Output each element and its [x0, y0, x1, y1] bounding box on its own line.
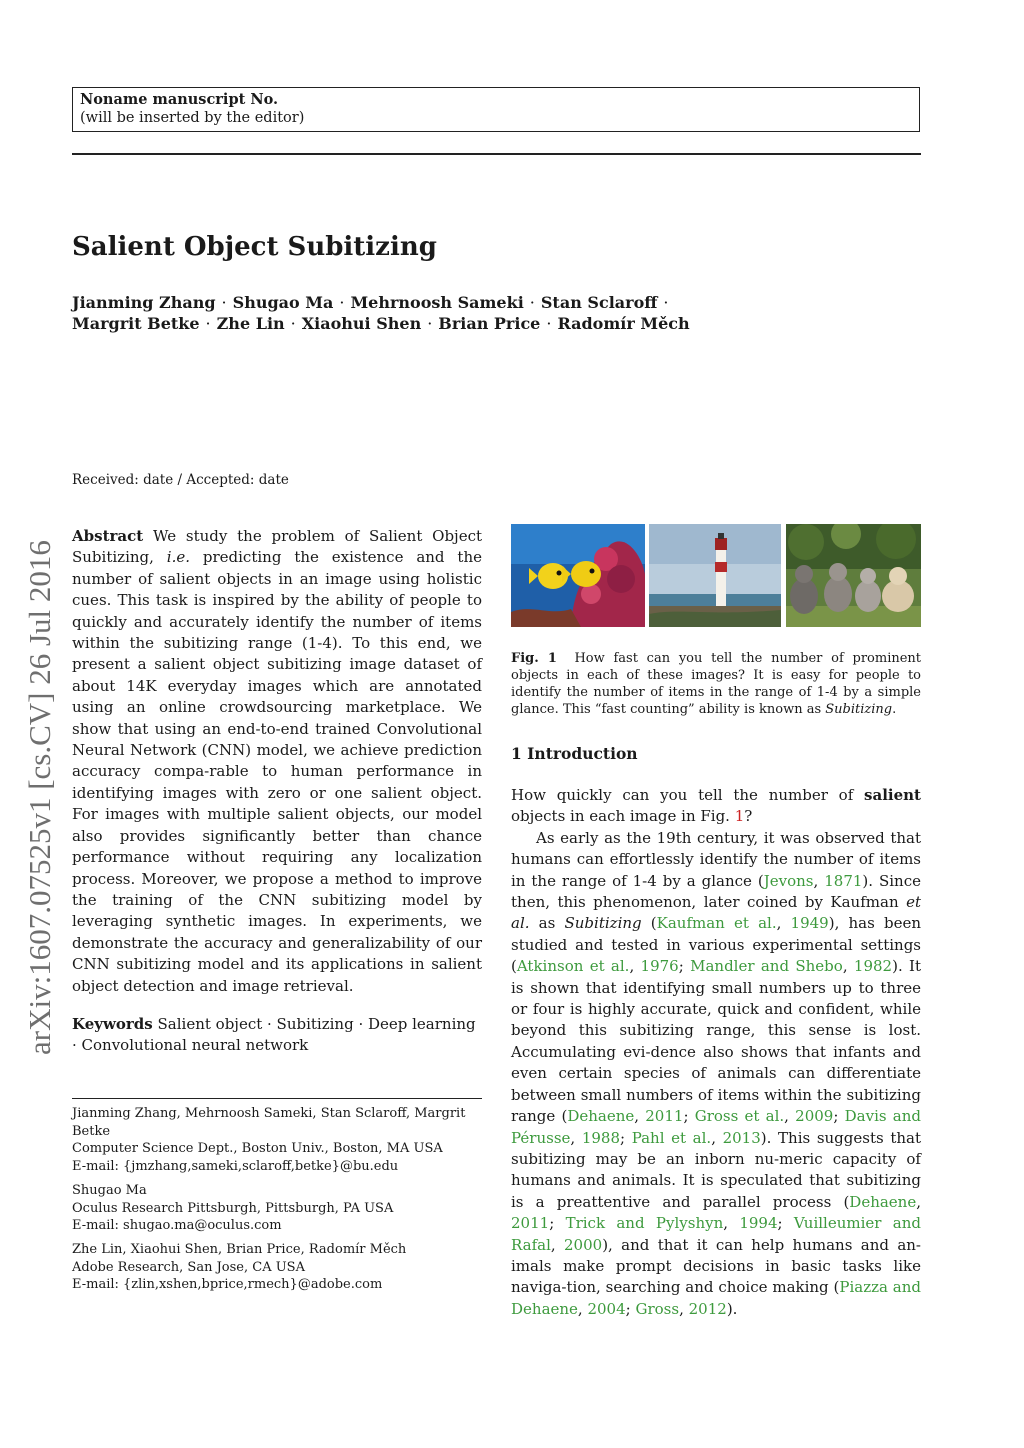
affiliation-email: E-mail: {jmzhang,sameki,sclaroff,betke}@bu.edu: [72, 1158, 399, 1174]
fish-photo: [511, 524, 645, 627]
citation-year-link[interactable]: 2004: [587, 1299, 626, 1318]
author-name: Margrit Betke: [72, 314, 200, 333]
author-name: Jianming Zhang: [72, 293, 216, 312]
keywords-label: Keywords: [72, 1015, 153, 1033]
keywords-text: Salient object · Subitizing · Deep learning · Convolutional neural network: [72, 1015, 476, 1055]
citation-link[interactable]: Piazza and Dehaene: [511, 1278, 921, 1318]
intro-text: as: [529, 914, 565, 933]
intro-text: ).: [726, 1299, 738, 1318]
affiliation-1: [72, 1105, 487, 1175]
header-rule: [72, 153, 921, 155]
intro-text: ). This suggests that subitizing may be an inborn nu-meric capacity of humans and animals. It is speculated that subitizing is a preattentive and parallel process (: [511, 1128, 921, 1211]
citation-year-link[interactable]: 2011: [511, 1214, 550, 1233]
intro-text: (: [641, 914, 657, 933]
intro-text: ,: [813, 871, 825, 890]
intro-text: ,: [634, 1107, 646, 1126]
intro-text: ), has been studied and tested in various experimental settings (: [511, 914, 921, 976]
author-name: Stan Sclaroff: [540, 293, 658, 312]
intro-text: ;: [678, 957, 691, 976]
intro-text: ,: [629, 957, 641, 976]
citation-year-link[interactable]: 2013: [722, 1128, 761, 1147]
intro-text: ), and that it can help humans and an-imals make prompt decisions in basic tasks like naviga-tion, searching and choice making (: [511, 1235, 921, 1297]
intro-text: ). Since then, this phenomenon, later coined by Kaufman: [511, 871, 921, 912]
citation-year-link[interactable]: 1994: [739, 1214, 778, 1233]
citation-year-link[interactable]: 2011: [645, 1107, 684, 1126]
citation-year-link[interactable]: 2009: [795, 1107, 834, 1126]
intro-italic: et al.: [511, 893, 921, 933]
affiliation-dept: Oculus Research Pittsburgh, Pittsburgh, PA USA: [72, 1200, 394, 1216]
affiliation-names: Zhe Lin, Xiaohui Shen, Brian Price, Radomír Měch: [72, 1242, 407, 1257]
author-name: Shugao Ma: [232, 293, 334, 312]
affiliation-3: [72, 1241, 487, 1294]
intro-text: ;: [683, 1107, 695, 1126]
citation-link[interactable]: Atkinson et al.: [516, 957, 630, 976]
author-line-2: [72, 313, 690, 334]
intro-italic: Subitizing: [564, 914, 642, 933]
paper-title: Salient Object Subitizing: [72, 232, 437, 262]
citation-link[interactable]: Jevons: [763, 871, 814, 890]
citation-link[interactable]: Dehaene: [567, 1107, 635, 1126]
citation-link[interactable]: Trick and Pylyshyn: [565, 1214, 724, 1233]
intro-text: ,: [916, 1192, 921, 1211]
intro-text: ). It is shown that identifying small numbers up to three or four is highly accurate, quick and confident, while beyond this subitizing range, this sense is lost. Accumulating evi-dence also shows that infants and even certain species of animals can differentiate between small numbers of items within the subitizing range (: [511, 957, 921, 1126]
author-separator: ·: [205, 314, 211, 333]
intro-bold: salient: [864, 786, 921, 804]
citation-year-link[interactable]: 1982: [853, 957, 893, 976]
author-separator: ·: [546, 314, 552, 333]
citation-link[interactable]: Davis and Pérusse: [511, 1107, 921, 1147]
introduction-body: [511, 785, 921, 1320]
author-name: Brian Price: [438, 314, 541, 333]
footnote-rule: [72, 1098, 482, 1099]
abstract-label: Abstract: [72, 527, 144, 545]
author-separator: ·: [663, 293, 669, 312]
dogs-photo: [786, 524, 921, 627]
intro-text: ,: [784, 1107, 796, 1126]
intro-text: objects in each image in Fig.: [511, 807, 735, 826]
section-heading-introduction: 1 Introduction: [511, 744, 638, 763]
author-line-1: [72, 292, 690, 313]
citation-year-link[interactable]: 1988: [581, 1128, 620, 1147]
figure-reference-link[interactable]: 1: [734, 807, 745, 826]
intro-text: ;: [620, 1128, 632, 1147]
citation-year-link[interactable]: 1976: [640, 957, 679, 976]
keywords: [72, 1014, 482, 1057]
author-separator: ·: [339, 293, 345, 312]
intro-text: ,: [679, 1299, 689, 1318]
affiliation-names: Shugao Ma: [72, 1183, 147, 1198]
author-name: Xiaohui Shen: [301, 314, 422, 333]
affiliation-dept: Adobe Research, San Jose, CA USA: [72, 1259, 305, 1275]
citation-link[interactable]: Pahl et al.: [631, 1128, 712, 1147]
intro-text: As early as the 19th century, it was observed that humans can effortlessly identify the number of items in the range of 1-4 by a glance (: [511, 828, 921, 890]
intro-text: ;: [833, 1107, 845, 1126]
citation-link[interactable]: Dehaene: [849, 1192, 917, 1211]
citation-year-link[interactable]: 2012: [688, 1299, 727, 1318]
manuscript-note: (will be inserted by the editor): [80, 110, 305, 126]
intro-text: ,: [842, 957, 854, 976]
citation-year-link[interactable]: 1871: [824, 871, 863, 890]
intro-paragraph-1: [511, 785, 921, 828]
intro-text: ,: [776, 914, 791, 933]
citation-link[interactable]: Gross: [635, 1299, 680, 1318]
author-list: [72, 292, 690, 334]
manuscript-label: Noname manuscript No.: [80, 91, 279, 108]
intro-text: ,: [723, 1214, 740, 1233]
intro-text: ;: [777, 1214, 794, 1233]
intro-paragraph-2: [511, 828, 921, 1320]
intro-text: ,: [711, 1128, 723, 1147]
intro-text: ,: [550, 1235, 564, 1254]
author-separator: ·: [529, 293, 535, 312]
author-separator: ·: [290, 314, 296, 333]
caption-term: Subitizing: [825, 702, 893, 717]
affiliation-names: Jianming Zhang, Mehrnoosh Sameki, Stan Sclaroff, Margrit Betke: [72, 1106, 466, 1139]
abstract: [72, 526, 482, 997]
figure-label: Fig. 1: [511, 651, 557, 666]
figure-1-images: [511, 524, 921, 627]
caption-text: How fast can you tell the number of prominent objects in each of these images? It is easy for people to identify the number of items in the range of 1-4 by a simple glance. This “fast counting” ability is known as: [511, 651, 922, 717]
abstract-ie: i.e.: [166, 548, 190, 567]
intro-text: ,: [577, 1299, 588, 1318]
affiliation-email: E-mail: {zlin,xshen,bprice,rmech}@adobe.com: [72, 1277, 383, 1292]
author-name: Zhe Lin: [216, 314, 285, 333]
author-separator: ·: [221, 293, 227, 312]
author-name: Mehrnoosh Sameki: [350, 293, 524, 312]
manuscript-box: [72, 87, 920, 132]
citation-year-link[interactable]: 2000: [564, 1235, 603, 1254]
citation-link[interactable]: Gross et al.: [694, 1107, 785, 1126]
arxiv-stamp: arXiv:1607.07525v1 [cs.CV] 26 Jul 2016: [22, 540, 57, 1055]
citation-year-link[interactable]: 1949: [790, 914, 829, 933]
intro-text: ,: [570, 1128, 582, 1147]
figure-1-caption: [511, 650, 921, 718]
intro-text: How quickly can you tell the number of: [511, 786, 865, 804]
affiliation-2: [72, 1182, 487, 1235]
intro-text: ?: [744, 807, 753, 826]
author-separator: ·: [427, 314, 433, 333]
abstract-text: We study the problem of Salient Object Subitizing,: [72, 527, 483, 567]
abstract-text: predicting the existence and the number of salient objects in an image using holistic cues. This task is inspired by the ability of people to quickly and accurately identify the number of items within the subitizing range (1-4). To this end, we present a salient object subitizing image dataset of about 14K everyday images which are annotated using an online crowdsourcing marketplace. We show that using an end-to-end trained Convolutional Neural Network (CNN) model, we achieve prediction accuracy compa-rable to human performance in identifying images with zero or one salient object. For images with multiple salient objects, our model also provides significantly better than chance performance without requiring any localization process. Moreover, we propose a method to improve the training of the CNN subitizing model by leveraging synthetic images. In experiments, we demonstrate the accuracy and generalizability of our CNN subitizing model and its applications in salient object detection and image retrieval.: [72, 548, 482, 995]
lighthouse-photo: [649, 524, 781, 627]
intro-text: ;: [625, 1299, 636, 1318]
affiliation-dept: Computer Science Dept., Boston Univ., Boston, MA USA: [72, 1141, 443, 1156]
received-date: Received: date / Accepted: date: [72, 472, 289, 488]
citation-link[interactable]: Kaufman et al.: [656, 914, 777, 933]
author-name: Radomír Měch: [557, 314, 690, 333]
intro-text: ;: [549, 1214, 566, 1233]
caption-text: .: [892, 702, 897, 717]
citation-link[interactable]: Mandler and Shebo: [690, 957, 843, 976]
affiliation-email: E-mail: shugao.ma@oculus.com: [72, 1218, 282, 1233]
citation-link[interactable]: Vuilleumier and Rafal: [511, 1214, 921, 1254]
